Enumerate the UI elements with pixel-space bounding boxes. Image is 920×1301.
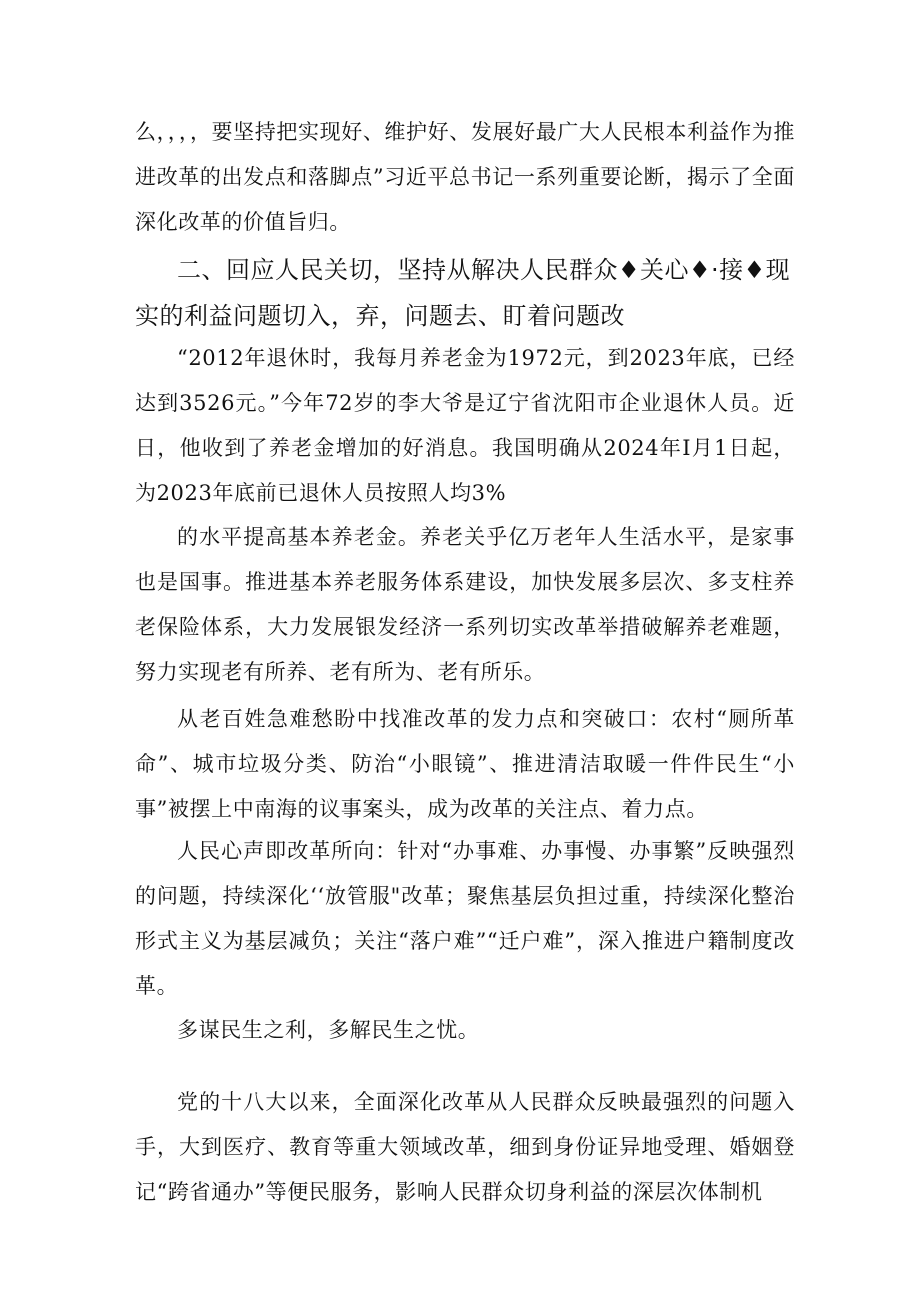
paragraph-since-18th-congress: 党的十八大以来，全面深化改革从人民群众反映最强烈的问题入手，大到医疗、教育等重大领域改革，细到身份证异地受理、婚姻登记“跨省通办”等便民服务，影响人民群众切身利益的深层次体制机 [135,1090,795,1204]
paragraph-pension: “2012年退休时，我每月养老金为1972元，到2023年底，已经达到3526元。”今年72岁的李大爷是辽宁省沈阳市企业退休人员。近日，他收到了养老金增加的好消息。我国明确从2024年I月1日起，为2023年底前已退休人员按照人均3% [135,346,795,505]
intro-paragraph: 么，，，，要坚持把实现好、维护好、发展好最广大人民根本利益作为推进改革的出发点和落脚点”习近平总书记一系列重要论断，揭示了全面深化改革的价值旨归。 [135,120,795,234]
paragraph-reform-focus: 从老百姓急难愁盼中找准改革的发力点和突破口：农村“厕所革命”、城市垃圾分类、防治“小眼镜”、推进清洁取暖一件件民生“小事”被摆上中南海的议事案头，成为改革的关注点、着力点。 [135,707,795,821]
paragraph-elderly-care: 的水平提高基本养老金。养老关乎亿万老年人生活水平，是家事也是国事。推进基本养老服务体系建设，加快发展多层次、多支柱养老保险体系，大力发展银发经济一系列切实改革举措破解养老难题，努力实现老有所养、老有所为、老有所乐。 [135,525,795,684]
section-heading: 二、回应人民关切，坚持从解决人民群众♦关心♦·接♦现实的利益问题切入，弃，问题去、盯着问题改 [135,256,791,330]
paragraph-livelihood: 多谋民生之利，多解民生之忧。 [177,1018,480,1042]
paragraph-people-voice: 人民心声即改革所向：针对“办事难、办事慢、办事繁”反映强烈的问题，持续深化‘‘放管服"改革；聚焦基层负担过重，持续深化整治形式主义为基层减负；关注“落户难”“迁户难”，深入推进户籍制度改革。 [135,839,795,998]
